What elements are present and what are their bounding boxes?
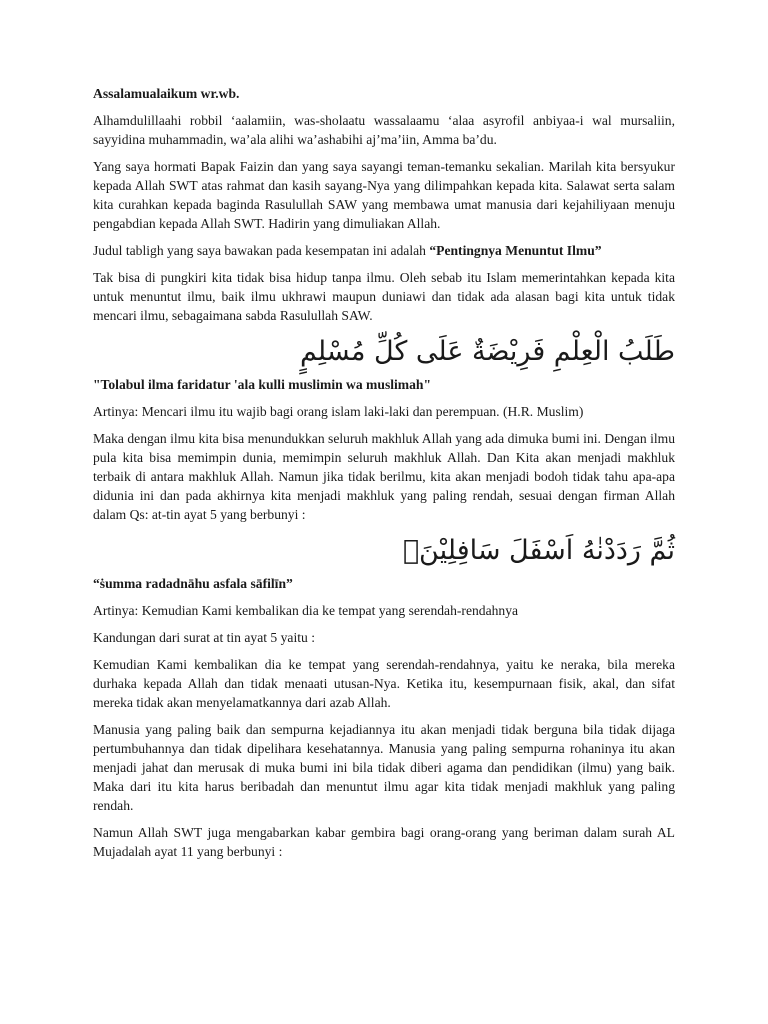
title-paragraph <box>93 241 675 260</box>
salutation-paragraph: Yang saya hormati Bapak Faizin dan yang saya sayangi teman-temanku sekalian. Marilah kita bersyukur kepada Allah SWT atas rahmat dan kasih sayang-Nya yang dilimpahkan kepada kita. Salawat serta salam kita curahkan kepada baginda Rasulullah SAW yang membawa umat manusia dari kejahiliyaan menuju pengabdian kepada Allah SWT. Hadirin yang dimuliakan Allah. <box>93 159 675 231</box>
title-intro: Judul tabligh yang saya bawakan pada kesempatan ini adalah <box>93 243 430 258</box>
speech-title: “Pentingnya Menuntut Ilmu” <box>429 243 602 258</box>
greeting: Assalamualaikum wr.wb. <box>93 86 240 101</box>
verse-transliteration: “ṡumma radadnāhu asfala sāfilīn” <box>93 576 293 591</box>
opening-paragraph: Alhamdulillaahi robbil ‘aalamiin, was-sholaatu wassalaamu ‘alaa asyrofil anbiyaa-i wal mursaliin, sayyidina muhammadin, wa’ala alihi wa’ashabihi aj’ma’iin, Amma ba’du. <box>93 113 675 147</box>
verse-meaning: Artinya: Kemudian Kami kembalikan dia ke tempat yang serendah-rendahnya <box>93 603 519 618</box>
content-paragraph-1: Kemudian Kami kembalikan dia ke tempat yang serendah-rendahnya, yaitu ke neraka, bila mereka durhaka kepada Allah dan tidak menaati utusan-Nya. Ketika itu, kesempurnaan fisik, akal, dan sifat mereka tidak akan menyelamatkannya dari azab Allah. <box>93 657 675 710</box>
content-intro: Kandungan dari surat at tin ayat 5 yaitu : <box>93 630 315 645</box>
content-paragraph-2: Manusia yang paling baik dan sempurna kejadiannya itu akan menjadi tidak berguna bila tidak dijaga pertumbuhannya dan tidak dipelihara kesehatannya. Manusia yang paling sempurna rohaninya itu akan menjadi jahat dan merusak di muka bumi ini bila tidak diberi agama dan pendidikan (ilmu) yang baik. Maka dari itu kita harus beribadah dan menuntut ilmu agar kita tidak menjadi makhluk yang paling rendah. <box>93 722 675 813</box>
hadith-arabic: طَلَبُ الْعِلْمِ فَرِيْضَةٌ عَلَى كُلِّ مُسْلِمٍ <box>299 336 675 367</box>
verse-arabic: ثُمَّ رَدَدْنٰهُ اَسْفَلَ سَافِلِيْنَۙ <box>402 535 675 566</box>
intro-paragraph: Tak bisa di pungkiri kita tidak bisa hidup tanpa ilmu. Oleh sebab itu Islam memerintahkan kepada kita untuk menuntut ilmu, baik ilmu ukhrawi maupun duniawi dan tidak ada alasan bagi kita untuk tidak mencari ilmu, sebagaimana sabda Rasulullah SAW. <box>93 270 675 323</box>
explanation-paragraph: Maka dengan ilmu kita bisa menundukkan seluruh makhluk Allah yang ada dimuka bumi ini. Dengan ilmu pula kita bisa memimpin dunia, memimpin seluruh makhluk Allah. Dan Kita akan menjadi makhluk terbaik di antara makhluk Allah. Namun jika tidak berilmu, kita akan menjadi bodoh tidak tahu apa-apa didunia ini dan pada akhirnya kita menjadi makhluk yang paling rendah, sesuai dengan firman Allah dalam Qs: at-tin ayat 5 yang berbunyi : <box>93 431 675 522</box>
hadith-transliteration: "Tolabul ilma faridatur 'ala kulli muslimin wa muslimah" <box>93 377 432 392</box>
closing-paragraph: Namun Allah SWT juga mengabarkan kabar gembira bagi orang-orang yang beriman dalam surah AL Mujadalah ayat 11 yang berbunyi : <box>93 825 675 859</box>
hadith-meaning: Artinya: Mencari ilmu itu wajib bagi orang islam laki-laki dan perempuan. (H.R. Muslim) <box>93 404 584 419</box>
document-page <box>93 84 675 869</box>
